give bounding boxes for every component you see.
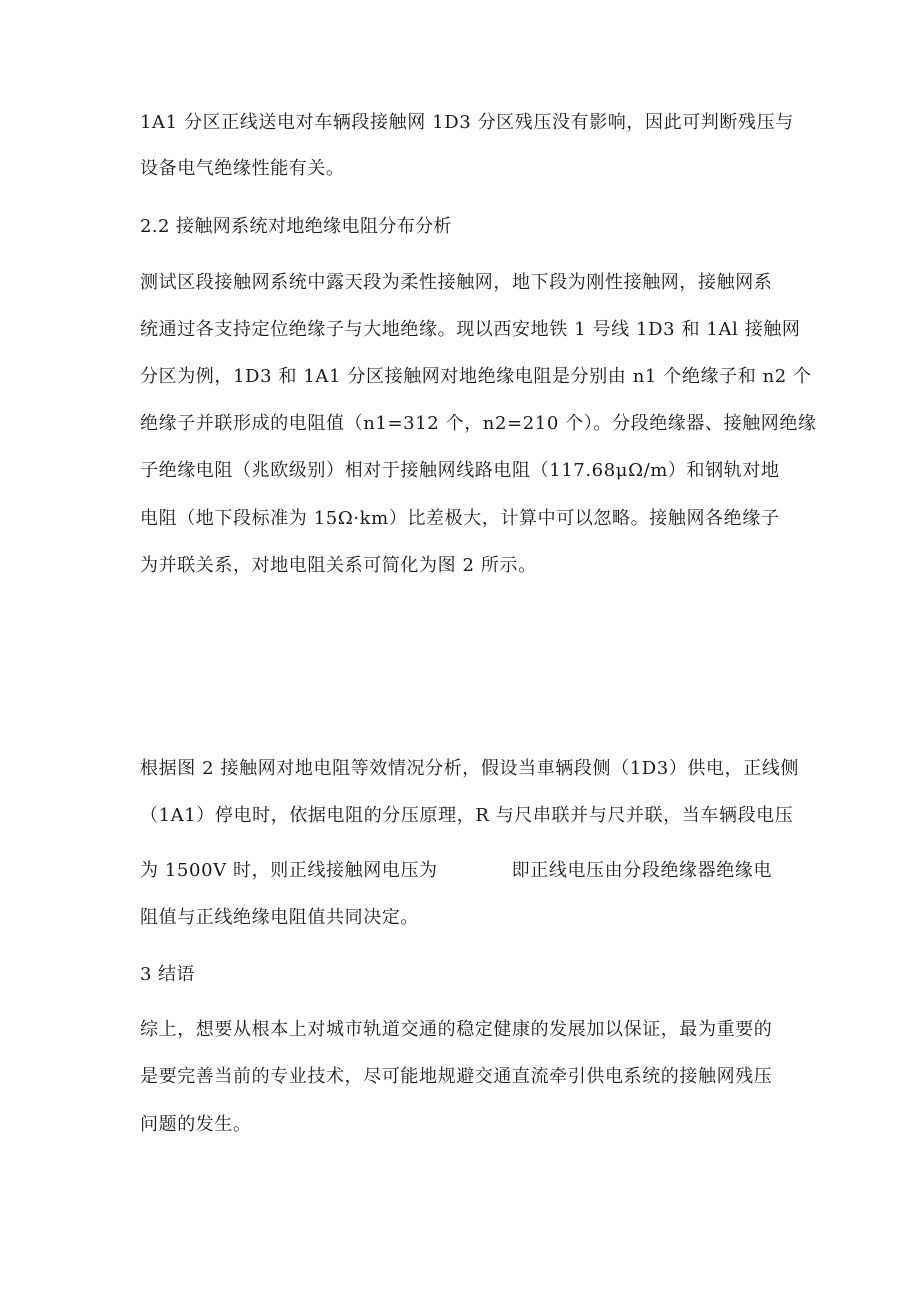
section-3-line-3: 问题的发生。 <box>140 1114 252 1135</box>
intro-line-1: 1A1 分区正线送电对车辆段接触网 1D3 分区残压没有影响，因此可判断残压与 <box>140 112 794 133</box>
section-3-line-1: 综上，想要从根本上对城市轨道交通的稳定健康的发展加以保证，最为重要的 <box>140 1019 773 1040</box>
analysis-line-1: 根据图 2 接触网对地电阻等效情况分析，假设当車辆段侧（1D3）供电，正线侧 <box>140 758 800 779</box>
section-3-heading: 3 结语 <box>140 964 195 985</box>
section-2-2-heading: 2.2 接触网系统对地绝缘电阻分布分析 <box>140 216 452 237</box>
analysis-line-2: （1A1）停电时，依据电阻的分压原理，R 与尺串联并与尺并联，当车辆段电压 <box>140 805 794 826</box>
section-2-2-line-4: 绝缘子并联形成的电阻值（n1=312 个，n2=210 个）。分段绝缘器、接触网绝缘 <box>140 413 817 434</box>
section-2-2-line-2: 统通过各支持定位绝缘子与大地绝缘。现以西安地铁 1 号线 1D3 和 1Al 接触网 <box>140 319 801 340</box>
section-2-2-line-7: 为并联关系，对地电阻关系可简化为图 2 所示。 <box>140 555 537 576</box>
section-2-2-line-3: 分区为例，1D3 和 1A1 分区接触网对地绝缘电阻是分别由 n1 个绝缘子和 n2 个 <box>140 366 812 387</box>
section-3-line-2: 是要完善当前的专业技术，尽可能地规避交通直流牵引供电系统的接触网残压 <box>140 1066 773 1087</box>
section-2-2-line-5: 子绝缘电阻（兆欧级别）相对于接触网线路电阻（117.68μΩ/m）和钢轨对地 <box>140 460 780 481</box>
section-2-2-line-6: 电阻（地下段标准为 15Ω·km）比差极大，计算中可以忽略。接触网各绝缘子 <box>140 508 780 529</box>
analysis-line-3 <box>140 860 772 882</box>
analysis-line-3-after: 即正线电压由分段绝缘器绝缘电 <box>511 860 773 881</box>
section-2-2-line-1: 测试区段接触网系统中露天段为柔性接触网，地下段为刚性接触网，接触网系 <box>140 272 773 293</box>
analysis-line-3-before: 为 1500V 时，则正线接触网电压为 <box>140 860 438 881</box>
intro-line-2: 设备电气绝缘性能有关。 <box>140 158 345 179</box>
analysis-line-4: 阻值与正线绝缘电阻值共同决定。 <box>140 907 419 928</box>
